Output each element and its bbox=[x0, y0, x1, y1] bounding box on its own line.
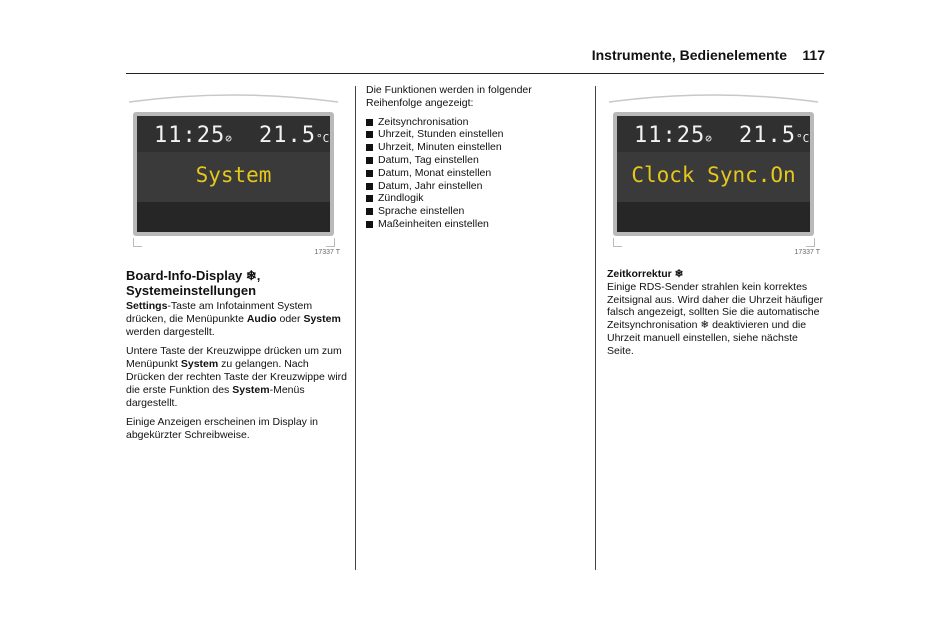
left-column-body bbox=[126, 300, 348, 449]
display-housing-arc bbox=[127, 90, 340, 104]
paragraph-time-correction: Einige RDS-Sender strahlen kein korrektes Zeitsignal aus. Wird daher die Uhrzeit häufiger falsch angezeigt, sollten Sie die automatische Zeitsynchronisation ❄ deaktivieren und die Uhrzeit manuell einstellen, siehe nächste Seite. bbox=[607, 280, 823, 357]
display-bezel bbox=[613, 112, 814, 236]
paragraph-navigation: Untere Taste der Kreuzwippe drücken um zum Menüpunkt System zu gelangen. Nach Drücken der rechten Taste der Kreuzwippe wird die erste Funktion des System-Menüs dargestellt. bbox=[126, 345, 347, 409]
list-item: Datum, Jahr einstellen bbox=[366, 180, 576, 193]
right-column-body bbox=[607, 268, 825, 365]
lcd-screen bbox=[617, 116, 810, 232]
list-item: Zeitsynchronisation bbox=[366, 116, 576, 129]
lcd-screen bbox=[137, 116, 330, 232]
column-divider-left bbox=[355, 86, 356, 570]
clock-sync-icon: ⊘ bbox=[705, 132, 712, 145]
running-header-title: Instrumente, Bedienelemente bbox=[591, 47, 787, 63]
list-item: Zündlogik bbox=[366, 192, 576, 205]
list-item: Maßeinheiten einstellen bbox=[366, 218, 576, 231]
lcd-time: 11:25⊘ bbox=[154, 123, 232, 148]
lcd-temperature: 21.5°C bbox=[739, 123, 810, 148]
display-bezel bbox=[133, 112, 334, 236]
clock-sync-icon: ⊘ bbox=[225, 132, 232, 145]
figure-id: 17337 T bbox=[794, 249, 820, 256]
list-item: Uhrzeit, Minuten einstellen bbox=[366, 141, 576, 154]
header-rule bbox=[126, 73, 824, 74]
display-figure-system bbox=[127, 88, 340, 258]
paragraph-settings: Settings-Taste am Infotainment System drücken, die Menüpunkte Audio oder System werden dargestellt. bbox=[126, 300, 341, 338]
list-item: Uhrzeit, Stunden einstellen bbox=[366, 128, 576, 141]
page-number: 117 bbox=[802, 47, 825, 63]
list-item: Sprache einstellen bbox=[366, 205, 576, 218]
list-item: Datum, Tag einstellen bbox=[366, 154, 576, 167]
display-housing-arc bbox=[607, 90, 820, 104]
display-figure-clock-sync bbox=[607, 88, 820, 258]
subsection-heading: Zeitkorrektur ❄ bbox=[607, 268, 684, 280]
figure-id: 17337 T bbox=[314, 249, 340, 256]
paragraph-abbreviations: Einige Anzeigen erscheinen im Display in abgekürzter Schreibweise. bbox=[126, 416, 319, 442]
lcd-message: Clock Sync.On bbox=[631, 163, 796, 187]
section-heading: Board-Info-Display ❄, Systemeinstellungen bbox=[126, 268, 261, 298]
lcd-time: 11:25⊘ bbox=[634, 123, 712, 148]
function-list-intro: Die Funktionen werden in folgender Reihenfolge angezeigt: bbox=[366, 84, 532, 109]
lcd-message: System bbox=[195, 163, 272, 187]
function-list bbox=[366, 116, 576, 231]
list-item: Datum, Monat einstellen bbox=[366, 167, 576, 180]
column-divider-right bbox=[595, 86, 596, 570]
lcd-temperature: 21.5°C bbox=[259, 123, 330, 148]
middle-column bbox=[366, 84, 576, 231]
